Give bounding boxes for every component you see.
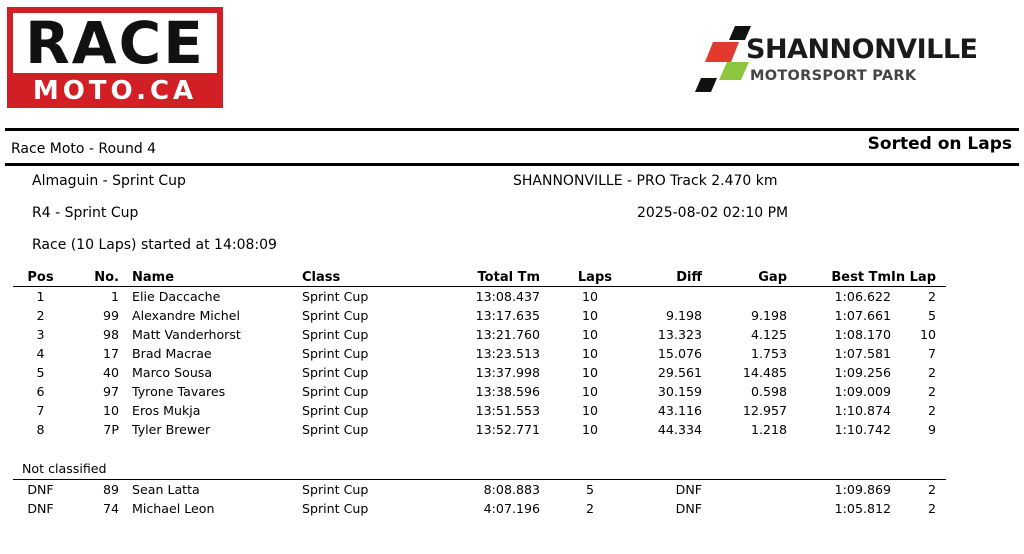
class-cell: Sprint Cup xyxy=(302,289,369,304)
best-time-cell: 1:10.742 xyxy=(834,422,891,437)
results-header-row xyxy=(13,269,946,287)
session-name: R4 - Sprint Cup xyxy=(32,205,139,221)
rider-name-cell: Michael Leon xyxy=(132,500,215,516)
class-cell: Sprint Cup xyxy=(302,422,369,437)
shannonville-flag-icon xyxy=(693,24,753,94)
rider-name-cell: Matt Vanderhorst xyxy=(132,327,241,342)
col-class: Class xyxy=(302,270,341,285)
best-time-cell: 1:05.812 xyxy=(834,500,891,516)
table-row xyxy=(13,479,946,499)
col-best: Best Tm xyxy=(831,270,891,285)
not-classified-body xyxy=(13,479,946,518)
in-lap-cell: 2 xyxy=(927,481,936,497)
laps-cell: 2 xyxy=(585,500,594,516)
pos-cell: 2 xyxy=(36,308,45,323)
in-lap-cell: 2 xyxy=(927,500,936,516)
rider-name-cell: Brad Macrae xyxy=(132,346,212,361)
pos-cell: 3 xyxy=(36,327,45,342)
results-table xyxy=(13,269,946,439)
laps-cell: 5 xyxy=(585,481,594,497)
number-cell: 1 xyxy=(110,289,119,304)
class-cell: Sprint Cup xyxy=(302,327,369,342)
best-time-cell: 1:08.170 xyxy=(834,327,891,342)
col-name: Name xyxy=(132,270,175,285)
diff-cell: 30.159 xyxy=(657,384,702,399)
rider-name-cell: Elie Daccache xyxy=(132,289,221,304)
racemoto-logo xyxy=(7,7,223,108)
number-cell: 74 xyxy=(102,500,119,516)
total-time-cell: 13:52.771 xyxy=(475,422,540,437)
series-name: Almaguin - Sprint Cup xyxy=(32,173,186,189)
table-row xyxy=(13,344,946,363)
best-time-cell: 1:10.874 xyxy=(834,403,891,418)
sort-label: Sorted on Laps xyxy=(867,134,1012,154)
number-cell: 97 xyxy=(102,384,119,399)
class-cell: Sprint Cup xyxy=(302,308,369,323)
in-lap-cell: 2 xyxy=(927,403,936,418)
diff-cell: 15.076 xyxy=(657,346,702,361)
table-row xyxy=(13,363,946,382)
rider-name-cell: Marco Sousa xyxy=(132,365,213,380)
diff-cell: 13.323 xyxy=(657,327,702,342)
laps-cell: 10 xyxy=(581,289,599,304)
total-time-cell: 13:17.635 xyxy=(475,308,540,323)
col-total: Total Tm xyxy=(477,270,540,285)
laps-cell: 10 xyxy=(581,403,599,418)
best-time-cell: 1:06.622 xyxy=(834,289,891,304)
col-laps: Laps xyxy=(577,270,612,285)
class-cell: Sprint Cup xyxy=(302,346,369,361)
race-logo-text: RACE xyxy=(13,13,217,73)
col-pos: Pos xyxy=(27,270,54,285)
motorsport-park-logo-text: MOTORSPORT PARK xyxy=(750,68,917,84)
gap-cell: 4.125 xyxy=(750,327,787,342)
col-gap: Gap xyxy=(758,270,787,285)
pos-cell: 5 xyxy=(36,365,45,380)
pos-cell: DNF xyxy=(27,481,54,497)
laps-cell: 10 xyxy=(581,384,599,399)
col-inlap: In Lap xyxy=(891,270,936,285)
table-row xyxy=(13,287,946,307)
laps-cell: 10 xyxy=(581,422,599,437)
race-start-info: Race (10 Laps) started at 14:08:09 xyxy=(32,237,277,253)
in-lap-cell: 10 xyxy=(919,327,936,342)
laps-cell: 10 xyxy=(581,346,599,361)
in-lap-cell: 5 xyxy=(927,308,936,323)
pos-cell: 8 xyxy=(36,422,45,437)
in-lap-cell: 9 xyxy=(927,422,936,437)
gap-cell xyxy=(702,499,787,518)
total-time-cell: 13:51.553 xyxy=(475,403,540,418)
best-time-cell: 1:09.256 xyxy=(834,365,891,380)
in-lap-cell: 2 xyxy=(927,365,936,380)
diff-cell: 29.561 xyxy=(657,365,702,380)
number-cell: 7P xyxy=(103,422,119,437)
best-time-cell: 1:09.009 xyxy=(834,384,891,399)
table-row xyxy=(13,499,946,518)
rider-name-cell: Alexandre Michel xyxy=(132,308,240,323)
number-cell: 17 xyxy=(102,346,119,361)
col-diff: Diff xyxy=(676,270,702,285)
shannonville-logo-text: SHANNONVILLE xyxy=(746,34,978,65)
diff-cell: DNF xyxy=(675,481,702,497)
diff-cell: 43.116 xyxy=(657,403,702,418)
results-body xyxy=(13,287,946,440)
laps-cell: 10 xyxy=(581,308,599,323)
table-row xyxy=(13,401,946,420)
table-row xyxy=(13,420,946,439)
rider-name-cell: Tyler Brewer xyxy=(132,422,211,437)
rider-name-cell: Sean Latta xyxy=(132,481,200,497)
diff-cell xyxy=(620,287,702,307)
rider-name-cell: Tyrone Tavares xyxy=(132,384,226,399)
total-time-cell: 13:37.998 xyxy=(475,365,540,380)
number-cell: 99 xyxy=(102,308,119,323)
gap-cell xyxy=(702,479,787,499)
gap-cell: 12.957 xyxy=(742,403,787,418)
gap-cell: 14.485 xyxy=(742,365,787,380)
event-title: Race Moto - Round 4 xyxy=(11,141,157,157)
col-no: No. xyxy=(94,270,119,285)
diff-cell: 9.198 xyxy=(665,308,702,323)
rider-name-cell: Eros Mukja xyxy=(132,403,201,418)
total-time-cell: 13:08.437 xyxy=(475,289,540,304)
pos-cell: 6 xyxy=(36,384,45,399)
best-time-cell: 1:07.661 xyxy=(834,308,891,323)
class-cell: Sprint Cup xyxy=(302,403,369,418)
track-info: SHANNONVILLE - PRO Track 2.470 km xyxy=(513,173,778,189)
diff-cell: 44.334 xyxy=(657,422,702,437)
diff-cell: DNF xyxy=(675,500,702,516)
pos-cell: 1 xyxy=(36,289,45,304)
top-divider xyxy=(5,128,1019,131)
laps-cell: 10 xyxy=(581,327,599,342)
table-row xyxy=(13,382,946,401)
pos-cell: 4 xyxy=(36,346,45,361)
in-lap-cell: 2 xyxy=(927,289,936,304)
number-cell: 40 xyxy=(102,365,119,380)
laps-cell: 10 xyxy=(581,365,599,380)
total-time-cell: 13:23.513 xyxy=(475,346,540,361)
not-classified-label: Not classified xyxy=(22,461,107,476)
class-cell: Sprint Cup xyxy=(302,365,369,380)
pos-cell: 7 xyxy=(36,403,45,418)
in-lap-cell: 7 xyxy=(927,346,936,361)
gap-cell: 0.598 xyxy=(750,384,787,399)
number-cell: 89 xyxy=(102,481,119,497)
pos-cell: DNF xyxy=(27,500,54,516)
gap-cell: 1.218 xyxy=(750,422,787,437)
best-time-cell: 1:07.581 xyxy=(834,346,891,361)
number-cell: 98 xyxy=(102,327,119,342)
gap-cell: 9.198 xyxy=(750,308,787,323)
not-classified-table xyxy=(13,479,946,518)
total-time-cell: 13:21.760 xyxy=(475,327,540,342)
class-cell: Sprint Cup xyxy=(302,481,369,497)
total-time-cell: 13:38.596 xyxy=(475,384,540,399)
table-row xyxy=(13,325,946,344)
best-time-cell: 1:09.869 xyxy=(834,481,891,497)
header-divider xyxy=(5,163,1019,166)
gap-cell xyxy=(702,287,787,307)
total-time-cell: 4:07.196 xyxy=(483,500,540,516)
number-cell: 10 xyxy=(102,403,119,418)
session-datetime: 2025-08-02 02:10 PM xyxy=(637,205,789,221)
in-lap-cell: 2 xyxy=(927,384,936,399)
gap-cell: 1.753 xyxy=(750,346,787,361)
table-row xyxy=(13,306,946,325)
moto-logo-text: MOTO.CA xyxy=(32,76,198,106)
class-cell: Sprint Cup xyxy=(302,384,369,399)
class-cell: Sprint Cup xyxy=(302,500,369,516)
total-time-cell: 8:08.883 xyxy=(483,481,540,497)
